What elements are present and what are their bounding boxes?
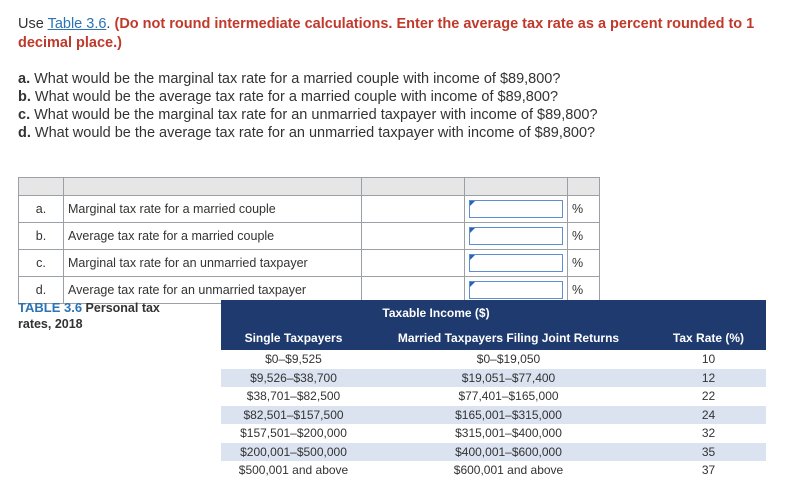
question-text: What would be the average tax rate for an unmarried taxpayer with income of $89,800? bbox=[34, 125, 596, 141]
single-range: $200,001–$500,000 bbox=[221, 443, 366, 462]
question-text: What would be the average tax rate for a married couple with income of $89,800? bbox=[34, 89, 559, 105]
answer-input-b[interactable] bbox=[469, 227, 563, 245]
question-list bbox=[18, 70, 778, 142]
answer-row bbox=[19, 196, 600, 223]
tax-table-column-headers bbox=[221, 326, 766, 350]
percent-unit: % bbox=[568, 223, 600, 250]
married-range: $77,401–$165,000 bbox=[366, 387, 651, 406]
question-item bbox=[18, 88, 778, 106]
input-marker-icon bbox=[470, 282, 475, 287]
answer-label: Average tax rate for a married couple bbox=[64, 223, 362, 250]
table-row bbox=[221, 443, 766, 462]
question-item bbox=[18, 106, 778, 124]
married-range: $0–$19,050 bbox=[366, 350, 651, 369]
question-letter: c. bbox=[18, 107, 31, 123]
answer-input-d[interactable] bbox=[469, 281, 563, 299]
table-row bbox=[221, 369, 766, 388]
percent-unit: % bbox=[568, 277, 600, 304]
question-letter: d. bbox=[18, 125, 31, 141]
tax-rate: 35 bbox=[651, 443, 766, 462]
single-range: $0–$9,525 bbox=[221, 350, 366, 369]
married-range: $315,001–$400,000 bbox=[366, 424, 651, 443]
married-range: $165,001–$315,000 bbox=[366, 406, 651, 425]
table-title: Personal tax rates, 2018 bbox=[18, 301, 160, 331]
tax-rate: 22 bbox=[651, 387, 766, 406]
table-row bbox=[221, 350, 766, 369]
taxable-income-header: Taxable Income ($) bbox=[221, 300, 651, 326]
tax-rate-table bbox=[221, 300, 766, 480]
answer-label: Average tax rate for an unmarried taxpayer bbox=[64, 277, 362, 304]
question-letter: a. bbox=[18, 71, 31, 87]
answer-letter: a. bbox=[19, 196, 64, 223]
column-header-married: Married Taxpayers Filing Joint Returns bbox=[366, 326, 651, 350]
input-marker-icon bbox=[470, 201, 475, 206]
question-item bbox=[18, 124, 778, 142]
answer-row bbox=[19, 223, 600, 250]
table-caption bbox=[18, 300, 178, 332]
table-row bbox=[221, 424, 766, 443]
instructions-prefix: Use bbox=[18, 16, 48, 32]
married-range: $19,051–$77,400 bbox=[366, 369, 651, 388]
table-row bbox=[221, 406, 766, 425]
answer-table-header bbox=[19, 178, 600, 196]
question-text: What would be the marginal tax rate for a married couple with income of $89,800? bbox=[34, 71, 561, 87]
answer-letter: c. bbox=[19, 250, 64, 277]
single-range: $157,501–$200,000 bbox=[221, 424, 366, 443]
tax-rate: 10 bbox=[651, 350, 766, 369]
answer-input-c[interactable] bbox=[469, 254, 563, 272]
answer-letter: d. bbox=[19, 277, 64, 304]
question-text: What would be the marginal tax rate for an unmarried taxpayer with income of $89,800? bbox=[34, 107, 598, 123]
table-link[interactable]: Table 3.6 bbox=[47, 16, 107, 32]
tax-rate: 12 bbox=[651, 369, 766, 388]
answer-table bbox=[18, 177, 600, 304]
percent-unit: % bbox=[568, 196, 600, 223]
married-range: $400,001–$600,000 bbox=[366, 443, 651, 462]
answer-letter: b. bbox=[19, 223, 64, 250]
instructions-suffix: . bbox=[106, 16, 115, 32]
table-row bbox=[221, 461, 766, 480]
tax-rate: 37 bbox=[651, 461, 766, 480]
single-range: $38,701–$82,500 bbox=[221, 387, 366, 406]
single-range: $500,001 and above bbox=[221, 461, 366, 480]
instructions bbox=[18, 15, 778, 53]
tax-rate: 32 bbox=[651, 424, 766, 443]
column-header-single: Single Taxpayers bbox=[221, 326, 366, 350]
tax-rate: 24 bbox=[651, 406, 766, 425]
answer-label: Marginal tax rate for a married couple bbox=[64, 196, 362, 223]
question-item bbox=[18, 70, 778, 88]
table-row bbox=[221, 387, 766, 406]
married-range: $600,001 and above bbox=[366, 461, 651, 480]
single-range: $9,526–$38,700 bbox=[221, 369, 366, 388]
answer-row bbox=[19, 250, 600, 277]
tax-table-group-header bbox=[221, 300, 766, 326]
table-number: TABLE 3.6 bbox=[18, 300, 83, 315]
answer-input-a[interactable] bbox=[469, 200, 563, 218]
input-marker-icon bbox=[470, 255, 475, 260]
question-letter: b. bbox=[18, 89, 31, 105]
answer-label: Marginal tax rate for an unmarried taxpayer bbox=[64, 250, 362, 277]
percent-unit: % bbox=[568, 250, 600, 277]
single-range: $82,501–$157,500 bbox=[221, 406, 366, 425]
input-marker-icon bbox=[470, 228, 475, 233]
column-header-rate: Tax Rate (%) bbox=[651, 326, 766, 350]
rounding-note: (Do not round intermediate calculations. Enter the average tax rate as a percent rounded to 1 decimal place.) bbox=[18, 16, 755, 51]
